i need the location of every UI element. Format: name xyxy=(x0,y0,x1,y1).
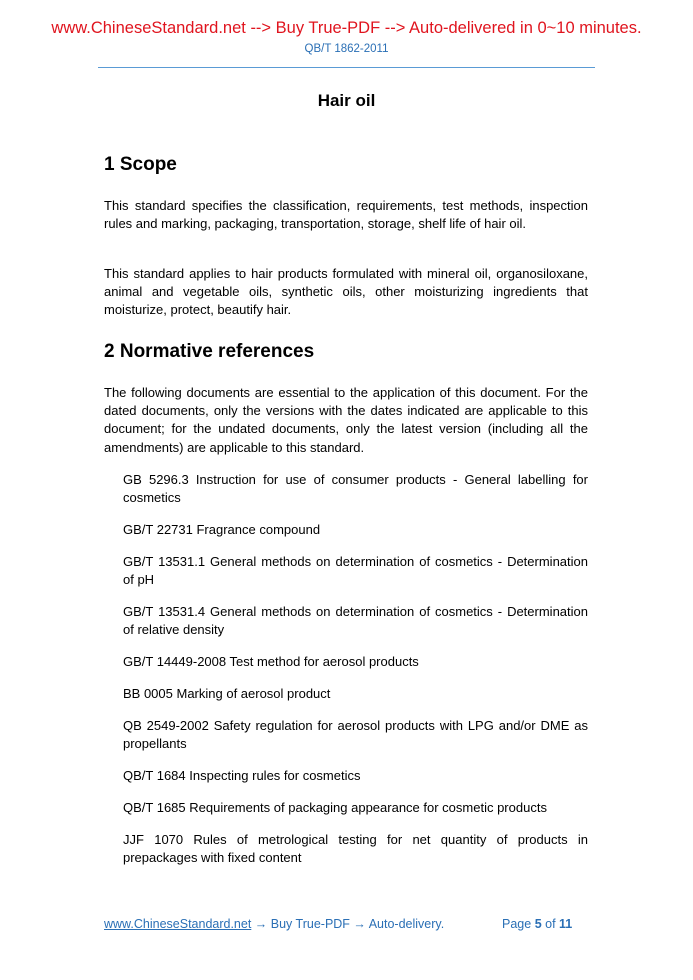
scope-paragraph-2: This standard applies to hair products formulated with mineral oil, organosiloxane, animal and vegetable oils, synthetic oils, other moisturizing ingredients that moisturize, protect, beautify hair. xyxy=(104,266,588,318)
reference-item: GB/T 13531.1 General methods on determination of cosmetics - Determination of pH xyxy=(123,554,588,588)
section-heading-scope: 1 Scope xyxy=(104,154,177,175)
footer-url[interactable]: www.ChineseStandard.net xyxy=(104,917,252,931)
page-title: Hair oil xyxy=(317,91,376,110)
footer-link[interactable] xyxy=(104,916,444,932)
reference-item: QB/T 1685 Requirements of packaging appearance for cosmetic products xyxy=(123,800,547,815)
reference-item: BB 0005 Marking of aerosol product xyxy=(123,686,331,701)
reference-item: QB/T 1684 Inspecting rules for cosmetics xyxy=(123,768,361,783)
section-heading-normative-references: 2 Normative references xyxy=(104,341,315,362)
reference-item: QB 2549-2002 Safety regulation for aerosol products with LPG and/or DME as propellants xyxy=(123,718,588,752)
page-indicator xyxy=(502,916,572,932)
header-divider xyxy=(98,67,595,68)
total-page-number: 11 xyxy=(559,917,573,931)
reference-item: GB/T 14449-2008 Test method for aerosol products xyxy=(123,654,419,669)
page-word: Page xyxy=(502,917,532,931)
current-page-number: 5 xyxy=(534,917,542,931)
of-word: of xyxy=(545,917,556,931)
scope-paragraph-1: This standard specifies the classification, requirements, test methods, inspection rules and marking, packaging, transportation, storage, shelf life of hair oil. xyxy=(104,198,588,232)
standard-number: QB/T 1862-2011 xyxy=(304,43,389,55)
promo-banner[interactable]: www.ChineseStandard.net --> Buy True-PDF --> Auto-delivered in 0~10 minutes. xyxy=(51,19,642,37)
footer-link-text: → Buy True-PDF → Auto-delivery. xyxy=(251,917,445,931)
reference-item: GB/T 13531.4 General methods on determination of cosmetics - Determination of relative density xyxy=(123,604,588,638)
reference-item: GB/T 22731 Fragrance compound xyxy=(123,522,321,537)
reference-item: JJF 1070 Rules of metrological testing for net quantity of products in prepackages with fixed content xyxy=(123,832,588,866)
normative-intro-paragraph: The following documents are essential to the application of this document. For the dated documents, only the versions with the dates indicated are applicable to this document; for the undated documents, only the latest version (including all the amendments) are applicable to this standard. xyxy=(104,385,588,455)
reference-item: GB 5296.3 Instruction for use of consumer products - General labelling for cosmetics xyxy=(123,472,588,506)
